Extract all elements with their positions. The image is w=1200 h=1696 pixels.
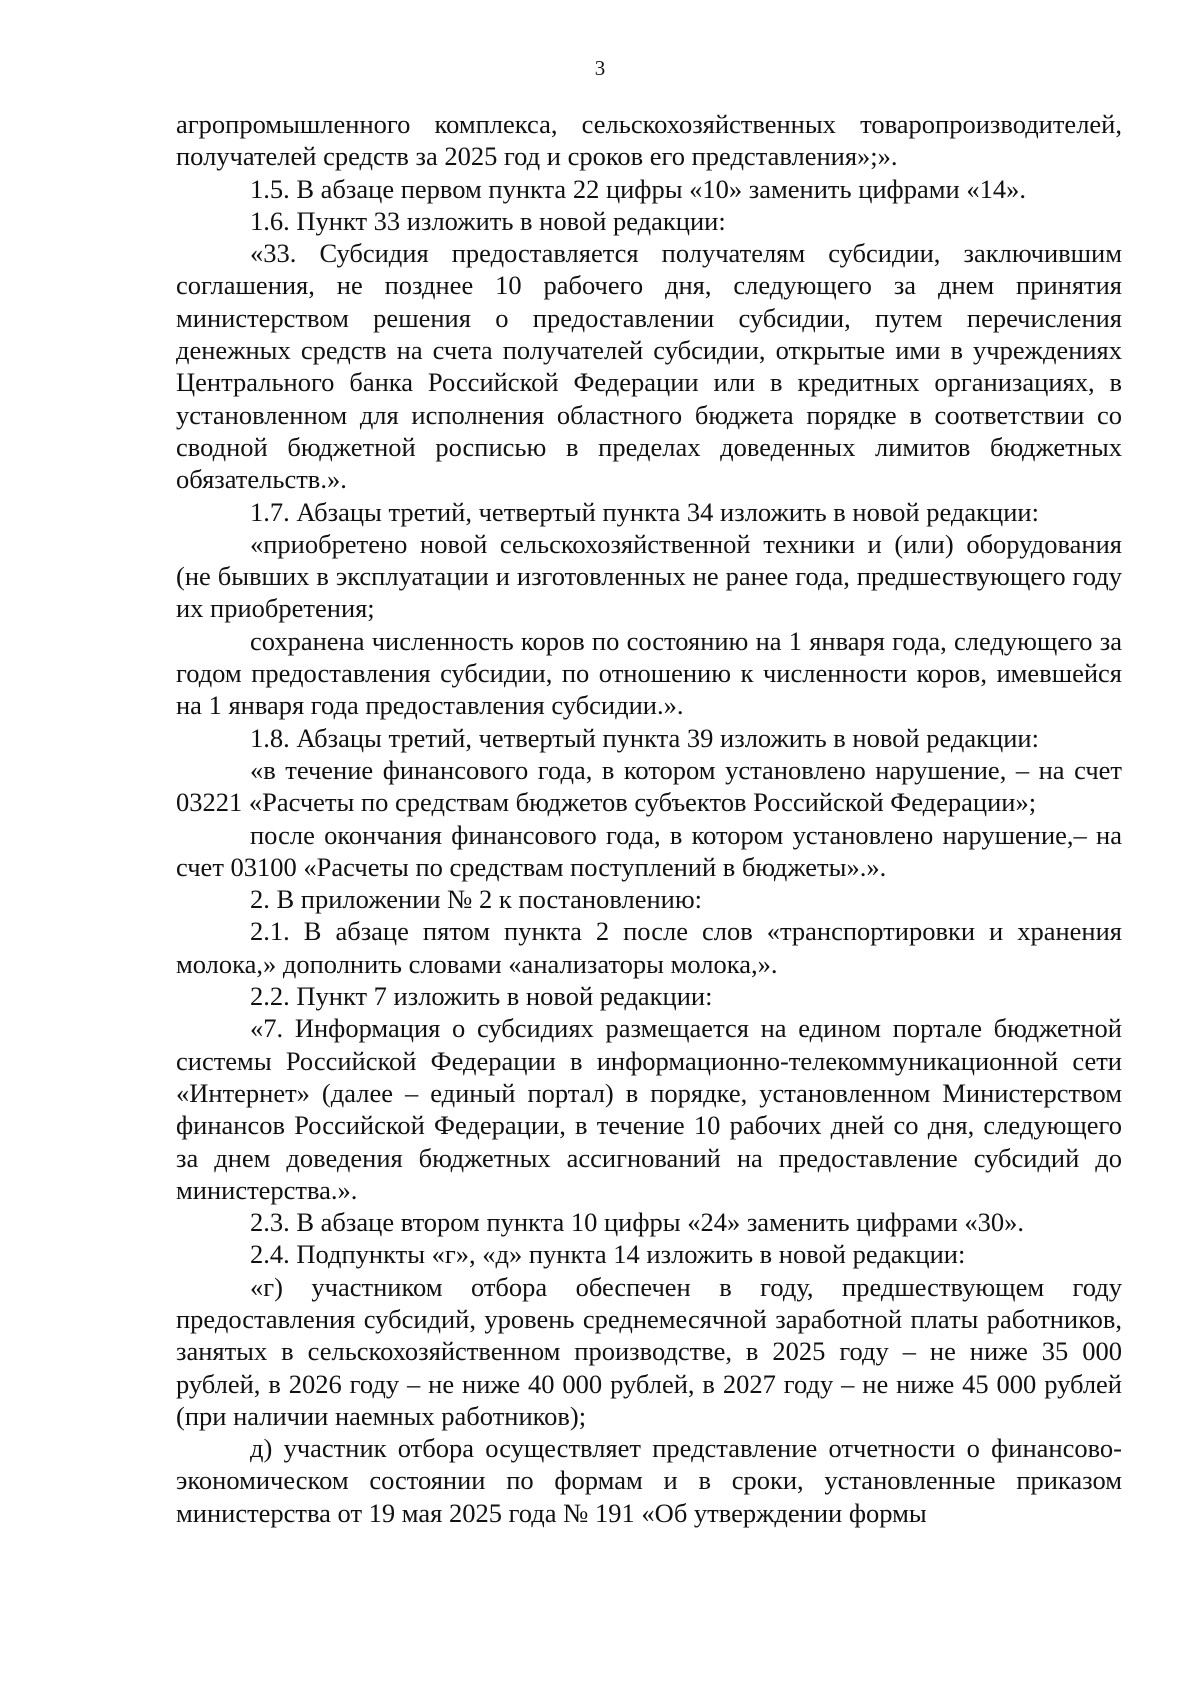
paragraph-1-6: 1.6. Пункт 33 изложить в новой редакции:: [250, 205, 726, 236]
paragraph-2: 2. В приложении № 2 к постановлению:: [250, 884, 703, 915]
document-body: [176, 108, 1122, 1529]
paragraph-subpoint-g: «г) участником отбора обеспечен в году, предшествующем году предоставления субсидий, уровень среднемесячной заработной платы работников, занятых в сельскохозяйственном производстве, в 2025 году – не ниже 35 000 рублей, в 2026 году – не ниже 40 000 рублей, в 2027 году – не ниже 45 000 рублей (при наличии наемных работников);: [176, 1271, 1122, 1431]
page-number: 3: [594, 56, 606, 80]
paragraph-2-1: 2.1. В абзаце пятом пункта 2 после слов «транспортировки и хранения молока,» дополнить словами «анализаторы молока,».: [176, 916, 1122, 979]
paragraph-2-3: 2.3. В абзаце втором пункта 10 цифры «24» заменить цифрами «30».: [250, 1207, 1024, 1238]
paragraph-point-39-third: «в течение финансового года, в котором установлено нарушение, – на счет 03221 «Расчеты по средствам бюджетов субъектов Российской Федерации»;: [176, 754, 1122, 818]
paragraph-2-4: 2.4. Подпункты «г», «д» пункта 14 изложить в новой редакции:: [250, 1239, 966, 1270]
paragraph-point-34-third: «приобретено новой сельскохозяйственной техники и (или) оборудования (не бывших в эксплуатации и изготовленных не ранее года, предшествующего году их приобретения;: [176, 528, 1122, 624]
paragraph-point-34-fourth: сохранена численность коров по состоянию на 1 января года, следующего за годом предоставления субсидии, по отношению к численности коров, имевшейся на 1 января года предоставления субсидии.».: [176, 625, 1122, 721]
paragraph-1-8: 1.8. Абзацы третий, четвертый пункта 39 изложить в новой редакции:: [250, 722, 1039, 753]
paragraph-point-33: «33. Субсидия предоставляется получателям субсидии, заключившим соглашения, не позднее 10 рабочего дня, следующего за днем принятия министерством решения о предоставлении субсидии, путем перечисления денежных средств на счета получателей субсидии, открытые ими в учреждениях Центрального банка Российской Федерации или в кредитных организациях, в установленном для исполнения областного бюджета порядке в соответствии со сводной бюджетной росписью в пределах доведенных лимитов бюджетных обязательств.».: [176, 238, 1122, 495]
paragraph-continuation: агропромышленного комплекса, сельскохозяйственных товаропроизводителей, получателей средств за 2025 год и сроков его представления»;».: [176, 109, 1122, 172]
paragraph-point-39-fourth: после окончания финансового года, в котором установлено нарушение,– на счет 03100 «Расчеты по средствам поступлений в бюджеты».».: [176, 819, 1122, 882]
paragraph-point-7: «7. Информация о субсидиях размещается на едином портале бюджетной системы Российской Федерации в информационно-телекоммуникационной сети «Интернет» (далее – единый портал) в порядке, установленном Министерством финансов Российской Федерации, в течение 10 рабочих дней со дня, следующего за днем доведения бюджетных ассигнований на предоставление субсидий до министерства.».: [176, 1013, 1122, 1205]
paragraph-subpoint-d: д) участник отбора осуществляет представление отчетности о финансово-экономическом состоянии по формам и в сроки, установленные приказом министерства от 19 мая 2025 года № 191 «Об утверждении формы: [176, 1433, 1122, 1528]
paragraph-1-7: 1.7. Абзацы третий, четвертый пункта 34 изложить в новой редакции:: [250, 496, 1039, 527]
paragraph-1-5: 1.5. В абзаце первом пункта 22 цифры «10» заменить цифрами «14».: [250, 173, 1026, 204]
paragraph-2-2: 2.2. Пункт 7 изложить в новой редакции:: [250, 981, 713, 1012]
